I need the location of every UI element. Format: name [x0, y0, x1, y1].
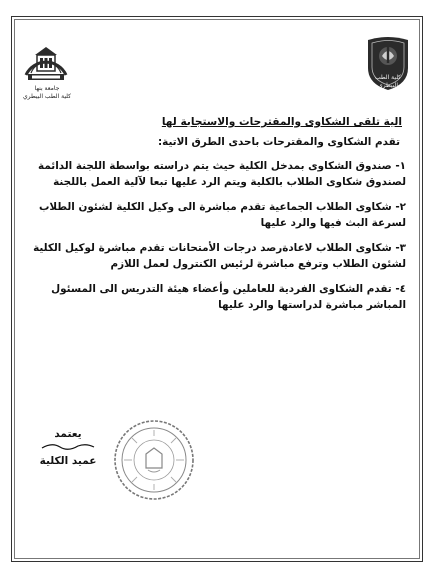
- official-stamp-icon: [112, 418, 196, 502]
- signature-title: عميد الكلية: [39, 455, 97, 467]
- complaint-method-item: [22, 281, 406, 313]
- item-line: ٤- تقدم الشكاوى الفردية للعاملين وأعضاء هيئة التدريس الى المسئول: [51, 283, 406, 295]
- document-body: [22, 114, 406, 322]
- complaint-method-item: [22, 199, 406, 231]
- item-line: لشئون الطلاب وترفع مباشرة لرئيس الكنترول لعمل اللازم: [110, 258, 406, 270]
- university-logo-icon: [20, 33, 72, 85]
- signature-block: [36, 428, 100, 468]
- complaint-method-item: [22, 240, 406, 272]
- signature-approval: يعتمد: [54, 428, 82, 440]
- document-intro: تقدم الشكاوى والمقترحات باحدى الطرق الاتية:: [157, 136, 400, 148]
- logo-caption-line: كلية الطب البيطري: [22, 93, 72, 100]
- item-line: لصندوق شكاوى الطلاب بالكلية ويتم الرد عليها تبعا لآلية العمل باللجنة: [53, 176, 406, 188]
- logo-caption-line: جامعة بنها: [34, 85, 60, 92]
- faculty-emblem-caption: كلية الطب البيطري: [374, 74, 402, 89]
- document-title: الية تلقى الشكاوى والمقترحات والاستجابة لها: [161, 116, 402, 128]
- item-line: لسرعة البث فيها والرد عليها: [260, 217, 406, 229]
- complaint-method-item: [22, 158, 406, 190]
- item-line: ٢- شكاوى الطلاب الجماعية تقدم مباشرة الى وكيل الكلية لشئون الطلاب: [38, 201, 406, 213]
- item-line: ١- صندوق الشكاوى بمدخل الكلية حيث يتم دراسته بواسطة اللجنة الدائمة: [38, 160, 406, 172]
- university-logo-caption: [18, 85, 76, 101]
- signature-scribble-icon: [38, 441, 98, 451]
- item-line: ٣- شكاوى الطلاب لاعادةرصد درجات الأمتحانات تقدم مباشرة لوكيل الكلية: [33, 242, 406, 254]
- item-line: المباشر مباشرة لدراستها والرد عليها: [218, 299, 406, 311]
